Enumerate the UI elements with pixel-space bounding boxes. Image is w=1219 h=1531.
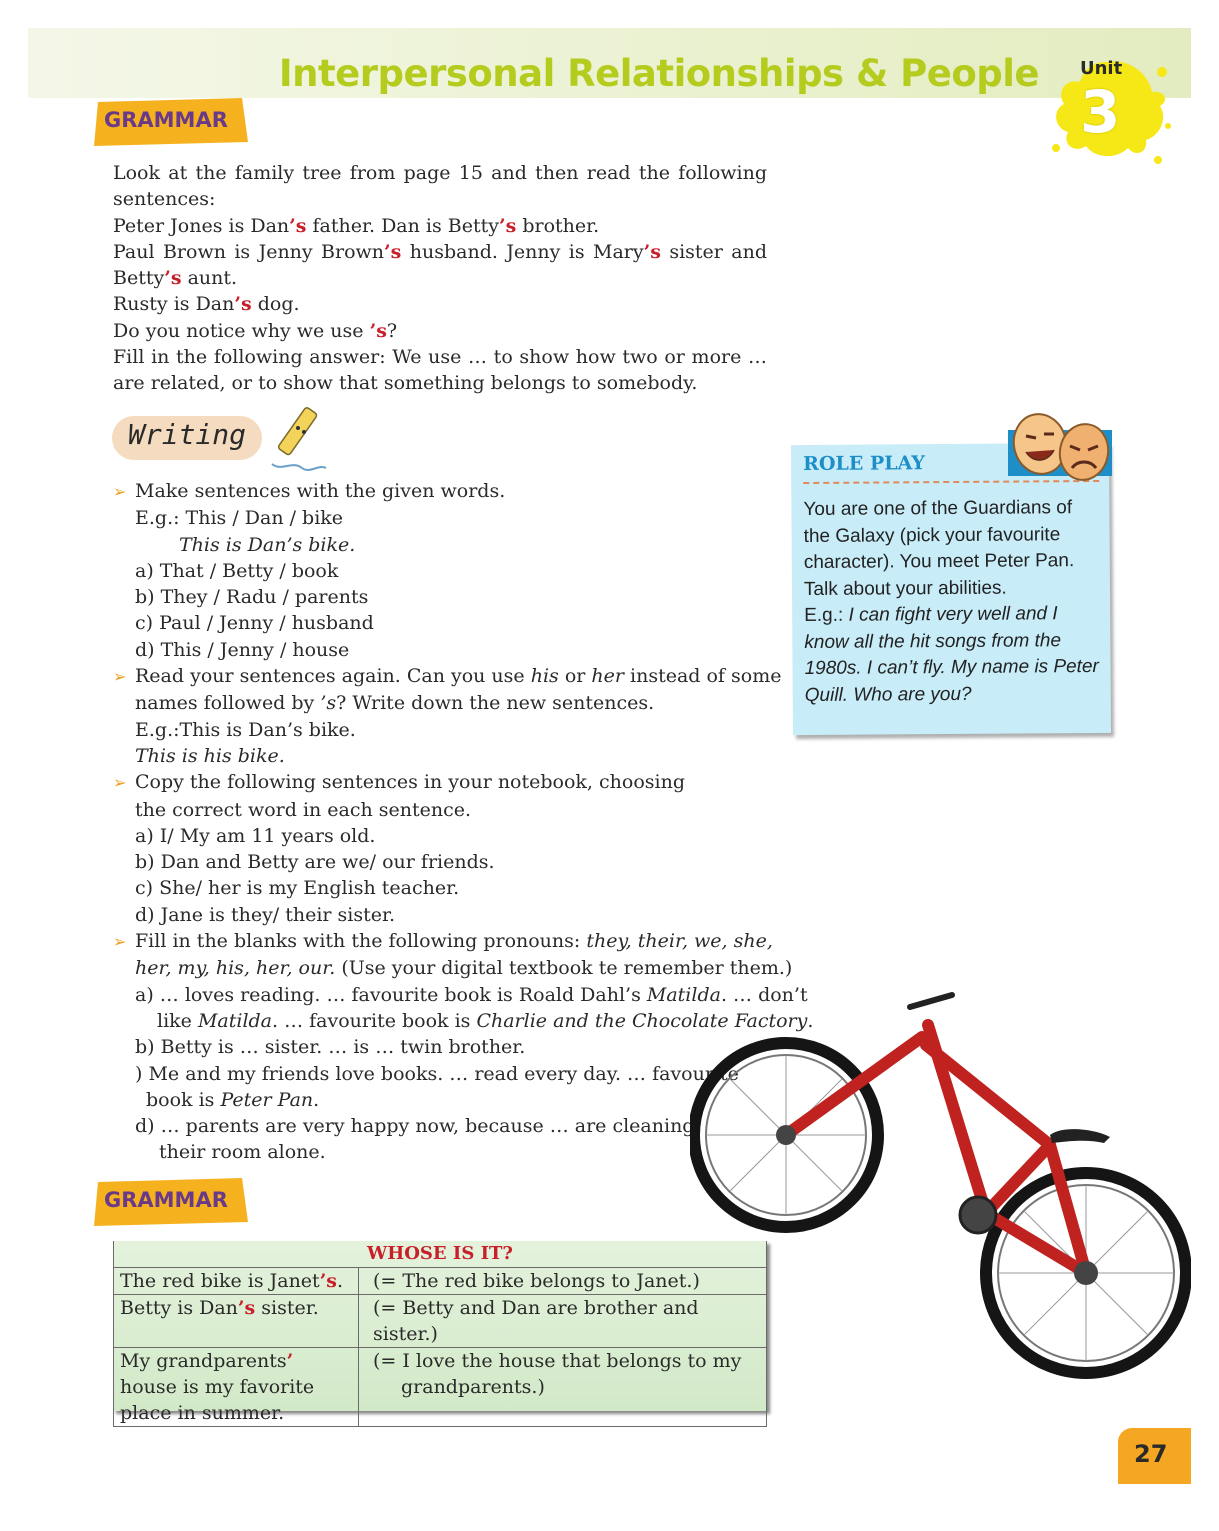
task-3-line2: the correct word in each sentence. xyxy=(135,798,472,821)
arrow-bullet-icon: ➢ xyxy=(113,773,127,793)
theatre-masks-icon xyxy=(1000,408,1120,488)
task-1-item: b) They / Radu / parents xyxy=(135,586,369,609)
task-1-example: E.g.: This / Dan / bike xyxy=(135,507,344,530)
table-title: WHOSE IS IT? xyxy=(114,1241,767,1268)
task-2-example: E.g.:This is Dan’s bike. xyxy=(135,718,356,741)
grammar-paragraph xyxy=(113,160,767,397)
task-3-item: d) Jane is they/ their sister. xyxy=(135,903,396,926)
sentence-4: Do you notice why we use ’s? xyxy=(113,319,398,342)
grammar-intro: Look at the family tree from page 15 and then read the following sentences: xyxy=(113,162,767,211)
arrow-bullet-icon: ➢ xyxy=(113,667,127,687)
arrow-bullet-icon: ➢ xyxy=(113,932,127,952)
task-1: ➢ Make sentences with the given words. xyxy=(113,478,767,505)
task-3-item: b) Dan and Betty are we/ our friends. xyxy=(135,851,495,874)
task-1-item: a) That / Betty / book xyxy=(135,559,339,582)
writing-tasks xyxy=(113,478,814,1166)
grammar-tag xyxy=(92,96,252,148)
roleplay-title: ROLE PLAY xyxy=(803,452,926,476)
sentence-2: Paul Brown is Jenny Brown’s husband. Jenny is Mary’s sister and Betty’s aunt. xyxy=(113,240,767,290)
page-number: 27 xyxy=(1134,1440,1168,1468)
roleplay-body: You are one of the Guardians of the Galaxy (pick your favourite character). You meet Peter Pan. Talk about your abilities. E.g.: I can fight very well and I know all the hit songs from the 1980s. I can’t fly. My name is Peter Quill. Who are you? xyxy=(803,497,1099,706)
whose-is-it-table xyxy=(113,1241,767,1424)
task-4-item-d: d) … parents are very happy now, because … are cleaning xyxy=(135,1115,695,1138)
writing-tag-label: Writing xyxy=(128,418,247,451)
page-number-tab xyxy=(1118,1428,1191,1484)
task-4-line2: her, my, his, her, our. (Use your digital textbook te remember them.) xyxy=(135,957,793,980)
task-2-line2: names followed by ’s? Write down the new sentences. xyxy=(135,692,655,715)
task-2: ➢ Read your sentences again. Can you use his or her instead of some xyxy=(113,663,767,690)
task-4-item-d-line2: their room alone. xyxy=(159,1141,326,1164)
task-3-item: c) She/ her is my English teacher. xyxy=(135,877,460,900)
grammar-tag xyxy=(92,1176,252,1228)
task-1-answer: This is Dan’s bike. xyxy=(179,533,356,556)
task-4-item-c: ) Me and my friends love books. … read every day. … favourite xyxy=(135,1062,739,1085)
task-4: ➢ Fill in the blanks with the following pronouns: they, their, we, she, xyxy=(113,928,767,955)
grammar-tag-label: GRAMMAR xyxy=(104,108,228,132)
table-row: The red bike is Janet’s. (= The red bike belongs to Janet.) xyxy=(114,1268,767,1295)
arrow-bullet-icon: ➢ xyxy=(113,482,127,501)
task-1-item: d) This / Jenny / house xyxy=(135,638,350,661)
task-3: ➢ Copy the following sentences in your notebook, choosing xyxy=(113,769,767,796)
writing-tag xyxy=(112,402,332,482)
grammar-tag-label: GRAMMAR xyxy=(104,1188,228,1212)
task-4-item-a-line2: like Matilda. … favourite book is Charlie and the Chocolate Factory. xyxy=(157,1009,814,1032)
table-row: My grandparents’ house is my favorite place in summer. (= I love the house that belongs to my grandparents.) xyxy=(114,1348,767,1427)
task-4-item-b: b) Betty is … sister. … is … twin brother. xyxy=(135,1036,526,1059)
task-4-item-a: a) … loves reading. … favourite book is Roald Dahl’s Matilda. … don’t xyxy=(135,983,808,1006)
table-row: Betty is Dan’s sister. (= Betty and Dan are brother and sister.) xyxy=(114,1295,767,1348)
task-3-item: a) I/ My am 11 years old. xyxy=(135,824,376,847)
task-4-item-c-line2: book is Peter Pan. xyxy=(146,1088,320,1111)
task-1-item: c) Paul / Jenny / husband xyxy=(135,612,374,635)
sentence-3: Rusty is Dan’s dog. xyxy=(113,293,300,316)
unit-label: Unit xyxy=(1080,58,1123,79)
pencil-icon xyxy=(262,402,332,482)
sentence-1: Peter Jones is Dan’s father. Dan is Betty’s brother. xyxy=(113,214,600,237)
page-title: Interpersonal Relationships & People xyxy=(278,52,1039,95)
unit-number: 3 xyxy=(1080,78,1121,146)
fill-answer: Fill in the following answer: We use … to show how two or more … are related, or to show that something belongs to somebody. xyxy=(113,346,767,395)
task-2-answer: This is his bike. xyxy=(135,744,285,767)
